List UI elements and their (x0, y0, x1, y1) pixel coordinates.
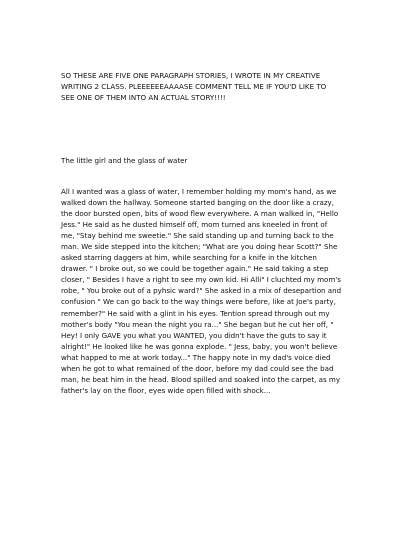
story-body: All I wanted was a glass of water, I remember holding my mom's hand, as we walked down the hallway. Someone started banging on the door like a crazy, the door bursted open, bits of wood flew everywhere. A man walked in, "Hello Jess." He said as he dusted himself off, mom turned ans kneeled in front of me, "Stay behind me sweetie." She said standing up and turning back to the man. We side stepped into the kitchen; "What are you doing hear Scott?" She asked starring daggers at him, while searching for a knife in the kitchen drawer. " I broke out, so we could be together again." He said taking a step closer, " Besides I have a right to see my own kid. Hi Alli" I cluchted my mom's robe, " You broke out of a pyhsic ward?" She asked in a mix of desepartion and confusion " We can go back to the way things were before, like at Joe's party, remember?" He said with a glint in his eyes. Tention spread through out my mother's body "You mean the night you ra..." She began but he cut her off, " Hey! I only GAVE you what you WANTED, you didn't have the guts to say it alright!" He looked like he was gonna explode. " Jess, baby, you won't believe what happed to me at work today..." The happy note in my dad's voice died when he got to what remained of the door, before my dad could see the bad man, he beat him in the head. Blood spilled and soaked into the carpet, as my father's lay on the floor, eyes wide open filled with shock... (61, 187, 342, 395)
story-title: The little girl and the glass of water (61, 156, 188, 165)
intro-paragraph: SO THESE ARE FIVE ONE PARAGRAPH STORIES, I WROTE IN MY CREATIVE WRITING 2 CLASS. PLEEEEEEAAAASE COMMENT TELL ME IF YOU'D LIKE TO SEE ONE OF THEM INTO AN ACTUAL STORY!!!! (61, 71, 327, 102)
